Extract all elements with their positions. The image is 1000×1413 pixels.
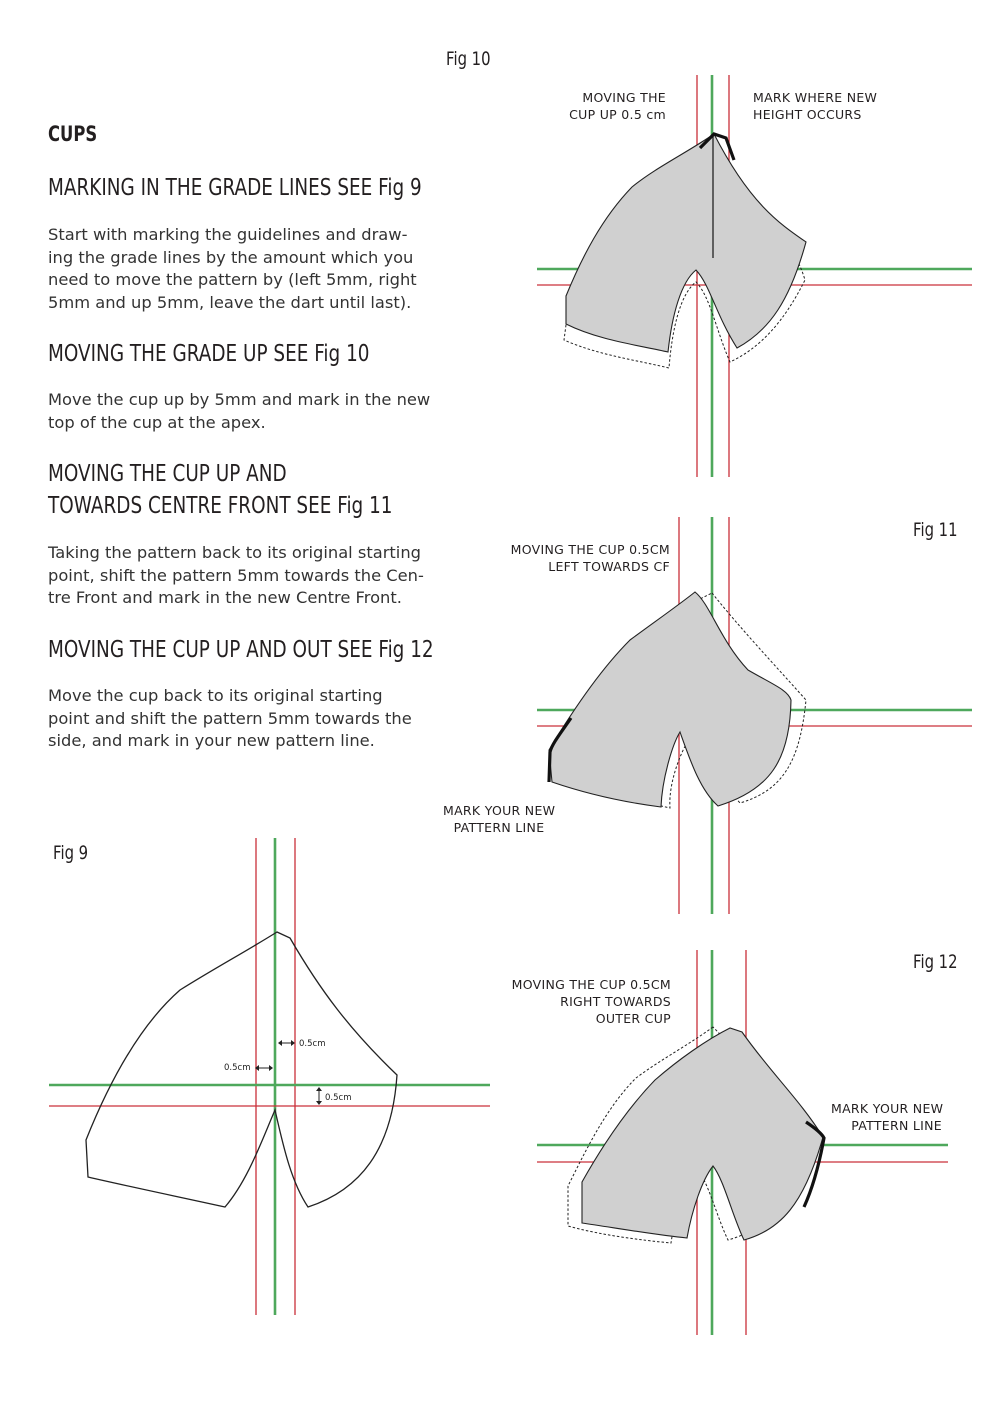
heading-line: TOWARDS CENTRE FRONT SEE Fig 11 — [48, 493, 393, 519]
heading-line: MOVING THE CUP UP AND — [48, 461, 287, 487]
paragraph-line: tre Front and mark in the new Centre Front. — [48, 588, 402, 607]
note-line: PATTERN LINE — [453, 820, 545, 835]
paragraph-line: Move the cup up by 5mm and mark in the new — [48, 390, 431, 409]
note-line: CUP UP 0.5 cm — [569, 107, 666, 122]
note-line: MARK YOUR NEW — [831, 1101, 944, 1116]
paragraph-line: 5mm and up 5mm, leave the dart until last). — [48, 292, 412, 312]
heading-line: MARKING IN THE GRADE LINES SEE Fig 9 — [48, 175, 422, 201]
section-title: CUPS — [48, 122, 98, 146]
paragraph-line: ing the grade lines by the amount which you — [48, 247, 414, 267]
note-line: MARK YOUR NEW — [443, 803, 556, 818]
paragraph-line: need to move the pattern by (left 5mm, right — [48, 270, 417, 289]
note-line: RIGHT TOWARDS — [560, 994, 671, 1009]
paragraph-line: point and shift the pattern 5mm towards the — [48, 708, 412, 728]
dim-label-left: 0.5cm — [224, 1063, 251, 1073]
dim-label-right: 0.5cm — [299, 1039, 326, 1049]
fig11-label: Fig 11 — [913, 519, 958, 541]
paragraph-line: top of the cup at the apex. — [48, 412, 266, 432]
note-line: MARK WHERE NEW — [753, 90, 878, 105]
fig12-graded-cup — [582, 1028, 823, 1240]
paragraph-line: point, shift the pattern 5mm towards the Cen- — [48, 565, 424, 585]
note-line: PATTERN LINE — [851, 1118, 942, 1133]
paragraph-line: side, and mark in your new pattern line. — [48, 731, 375, 750]
fig9-label: Fig 9 — [53, 842, 89, 864]
paragraph-line: Move the cup back to its original starting — [48, 686, 383, 705]
note-line: OUTER CUP — [595, 1011, 671, 1026]
note-line: LEFT TOWARDS CF — [548, 559, 670, 574]
note-line: HEIGHT OCCURS — [753, 107, 862, 122]
dim-label-up: 0.5cm — [325, 1093, 352, 1103]
heading-line: MOVING THE GRADE UP SEE Fig 10 — [48, 341, 370, 367]
heading-line: MOVING THE CUP UP AND OUT SEE Fig 12 — [48, 637, 434, 663]
note-line: MOVING THE — [582, 90, 666, 105]
fig10-label: Fig 10 — [446, 48, 491, 70]
note-line: MOVING THE CUP 0.5CM — [510, 542, 670, 557]
paragraph-line: Start with marking the guidelines and draw- — [48, 225, 408, 244]
fig12-label: Fig 12 — [913, 951, 958, 973]
paragraph-line: Taking the pattern back to its original starting — [48, 543, 421, 562]
note-line: MOVING THE CUP 0.5CM — [511, 977, 671, 992]
